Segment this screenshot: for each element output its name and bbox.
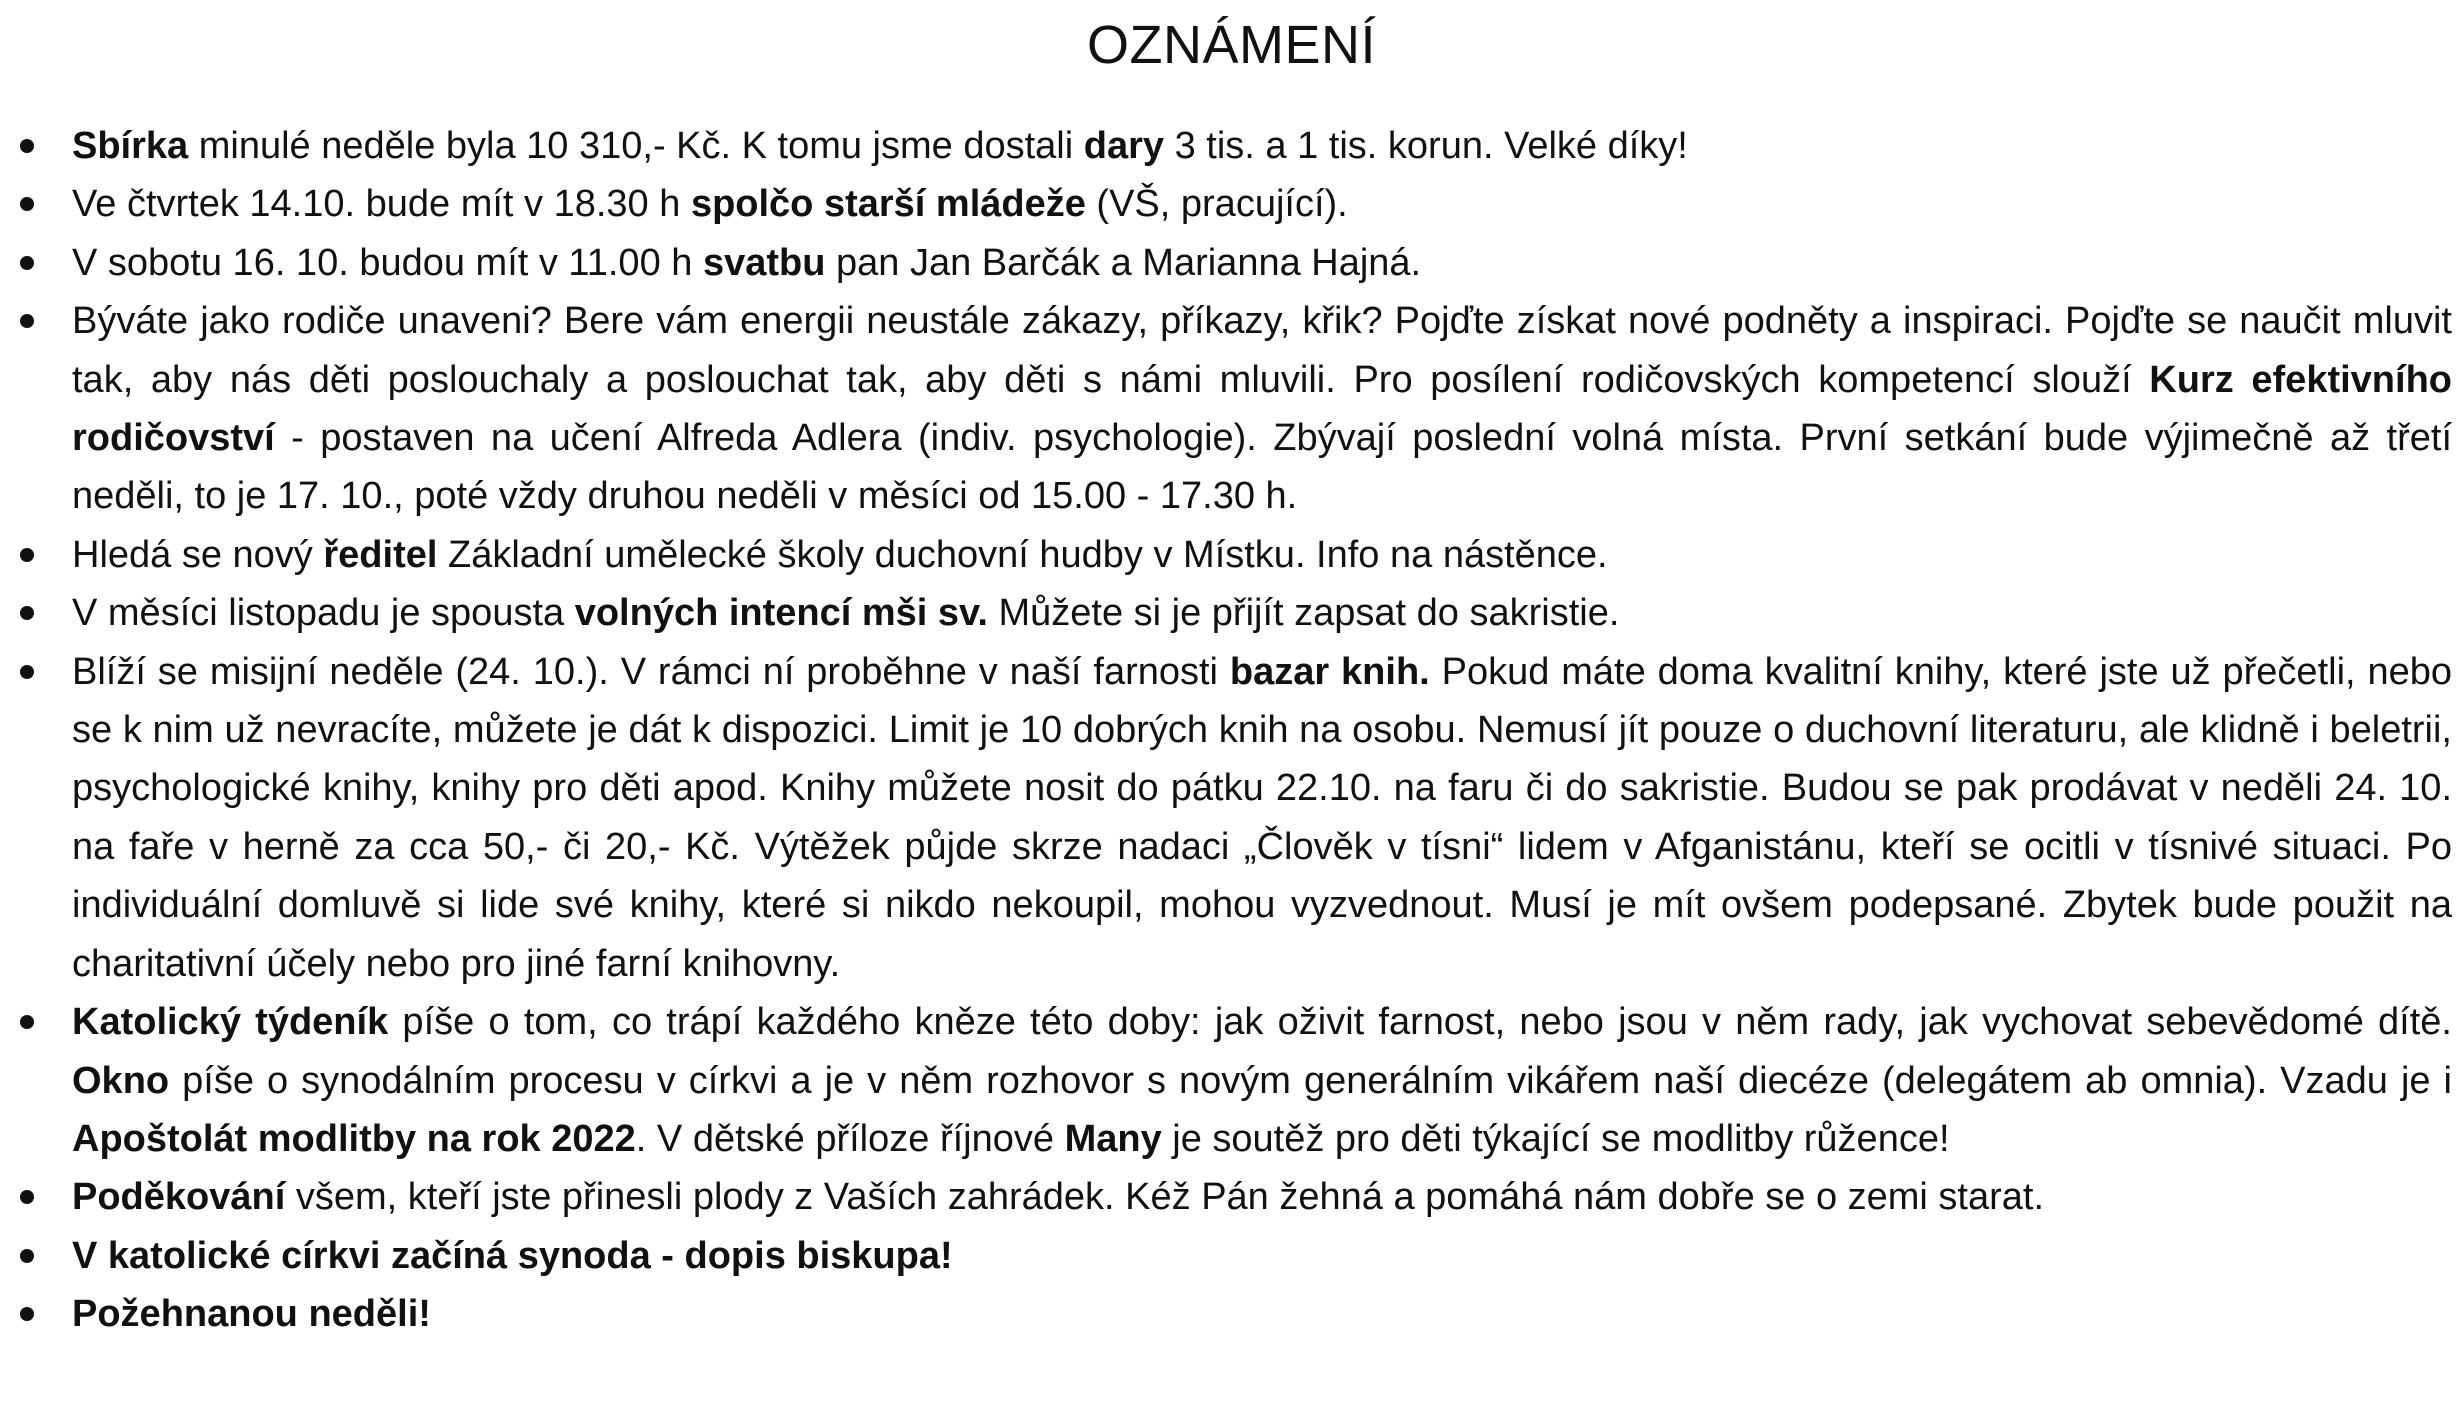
bullet-icon bbox=[20, 139, 34, 153]
bullet-icon bbox=[20, 1190, 34, 1204]
text-segment: . V dětské příloze říjnové bbox=[635, 1117, 1065, 1160]
text-segment: V měsíci listopadu je spousta bbox=[72, 592, 575, 635]
highlighted-text: svatbu bbox=[702, 241, 826, 284]
text-segment: píše o synodálním procesu v církvi a je v něm rozhovor s novým generálním vikářem naší diecéze (delegátem ab omnia). Vzadu je i bbox=[169, 1059, 2452, 1102]
bullet-icon bbox=[20, 256, 34, 270]
highlighted-text: ředitel bbox=[323, 533, 438, 576]
announcement-text bbox=[72, 242, 1421, 284]
announcement-item bbox=[72, 584, 2452, 642]
announcement-text bbox=[72, 183, 1348, 225]
announcement-text bbox=[72, 1235, 953, 1277]
page-title: OZNÁMENÍ bbox=[1086, 15, 1376, 75]
announcement-item bbox=[72, 175, 2452, 233]
bullet-icon bbox=[20, 548, 34, 562]
highlighted-text: bazar knih. bbox=[1229, 650, 1430, 693]
announcement-item bbox=[72, 526, 2452, 584]
highlighted-text: Many bbox=[1064, 1117, 1162, 1160]
announcement-text bbox=[72, 1293, 431, 1335]
bullet-icon bbox=[20, 197, 34, 211]
highlighted-text: Poděkování bbox=[72, 1176, 286, 1219]
text-segment: Blíží se misijní neděle (24. 10.). V rámci ní proběhne v naší farnosti bbox=[72, 650, 1230, 693]
announcement-item bbox=[72, 1285, 2452, 1343]
announcement-text bbox=[72, 592, 1619, 634]
highlighted-text: Požehnanou neděli! bbox=[72, 1293, 431, 1336]
text-segment: Hledá se nový bbox=[72, 533, 324, 576]
text-segment: Můžete si je přijít zapsat do sakristie. bbox=[987, 592, 1620, 635]
text-segment: (VŠ, pracující). bbox=[1085, 183, 1348, 226]
announcement-text bbox=[72, 1176, 2044, 1218]
announcement-item bbox=[72, 1227, 2452, 1285]
text-segment: V sobotu 16. 10. budou mít v 11.00 h bbox=[72, 241, 703, 284]
highlighted-text: spolčo starší mládeže bbox=[690, 183, 1086, 226]
highlighted-text: Katolický týdeník bbox=[72, 1001, 389, 1044]
bullet-icon bbox=[20, 1249, 34, 1263]
highlighted-text: volných intencí mši sv. bbox=[574, 592, 988, 635]
announcement-text bbox=[72, 1001, 2452, 1160]
text-segment: Ve čtvrtek 14.10. bude mít v 18.30 h bbox=[72, 183, 691, 226]
highlighted-text: Sbírka bbox=[72, 125, 189, 167]
bullet-icon bbox=[20, 606, 34, 620]
announcement-list bbox=[72, 117, 2452, 1344]
bullet-icon bbox=[20, 314, 34, 328]
text-segment: Základní umělecké školy duchovní hudby v Místku. Info na nástěnce. bbox=[437, 533, 1608, 576]
text-segment: všem, kteří jste přinesli plody z Vaších zahrádek. Kéž Pán žehná a pomáhá nám dobře se o zemi starat. bbox=[285, 1176, 2045, 1219]
announcement-item bbox=[72, 234, 2452, 292]
text-segment: píše o tom, co trápí každého kněze této doby: jak oživit farnost, nebo jsou v něm rady, jak vychovat sebevědomé dítě. bbox=[388, 1001, 2452, 1044]
announcement-item bbox=[72, 643, 2452, 993]
announcement-text bbox=[72, 300, 2452, 517]
text-segment: Býváte jako rodiče unaveni? Bere vám energii neustále zákazy, příkazy, křik? Pojďte získat nové podněty a inspiraci. Pojďte se naučit mluvit tak, aby nás děti poslouchaly a poslouchat tak, aby děti s námi mluvili. Pro posílení rodičovských kompetencí slouží bbox=[72, 300, 2452, 401]
announcement-text bbox=[72, 651, 2452, 985]
text-segment: je soutěž pro děti týkající se modlitby růžence! bbox=[1161, 1117, 1950, 1160]
announcement-item bbox=[72, 292, 2452, 526]
highlighted-text: dary bbox=[1083, 125, 1165, 167]
text-segment: - postaven na učení Alfreda Adlera (indiv. psychologie). Zbývají poslední volná místa. První setkání bude výjimečně až třetí neděli, to je 17. 10., poté vždy druhou neděli v měsíci od 15.00 - 17.30 h. bbox=[72, 417, 2452, 518]
highlighted-text: Kurz efektivního rodičovství bbox=[72, 358, 2452, 460]
text-segment: minulé neděle byla 10 310,- Kč. K tomu jsme dostali bbox=[188, 125, 1084, 167]
bullet-icon bbox=[20, 1307, 34, 1321]
text-segment: pan Jan Barčák a Marianna Hajná. bbox=[825, 241, 1422, 284]
bullet-icon bbox=[20, 1015, 34, 1029]
announcement-text bbox=[72, 125, 1688, 167]
announcement-item bbox=[72, 993, 2452, 1168]
bullet-icon bbox=[20, 665, 34, 679]
announcement-item bbox=[72, 1168, 2452, 1226]
text-segment: Pokud máte doma kvalitní knihy, které jste už přečetli, nebo se k nim už nevracíte, můžete je dát k dispozici. Limit je 10 dobrých knih na osobu. Nemusí jít pouze o duchovní literaturu, ale klidně i beletrii, psychologické knihy, knihy pro děti apod. Knihy můžete nosit do pátku 22.10. na faru či do sakristie. Budou se pak prodávat v neděli 24. 10. na faře v herně za cca 50,- či 20,- Kč. Výtěžek půjde skrze nadaci „Člověk v tísni“ lidem v Afganistánu, kteří se ocitli v tísnivé situaci. Po individuální domluvě si lide své knihy, které si nikdo nekoupil, mohou vyzvednout. Musí je mít ovšem podepsané. Zbytek bude použit na charitativní účely nebo pro jiné farní knihovny. bbox=[72, 650, 2452, 985]
announcement-item bbox=[72, 117, 2452, 175]
text-segment: 3 tis. a 1 tis. korun. Velké díky! bbox=[1164, 125, 1688, 167]
announcement-text bbox=[72, 534, 1608, 576]
highlighted-text: Okno bbox=[72, 1059, 170, 1102]
highlighted-text: Apoštolát modlitby na rok 2022 bbox=[72, 1117, 636, 1160]
highlighted-text: V katolické církvi začíná synoda - dopis biskupa! bbox=[72, 1234, 953, 1277]
